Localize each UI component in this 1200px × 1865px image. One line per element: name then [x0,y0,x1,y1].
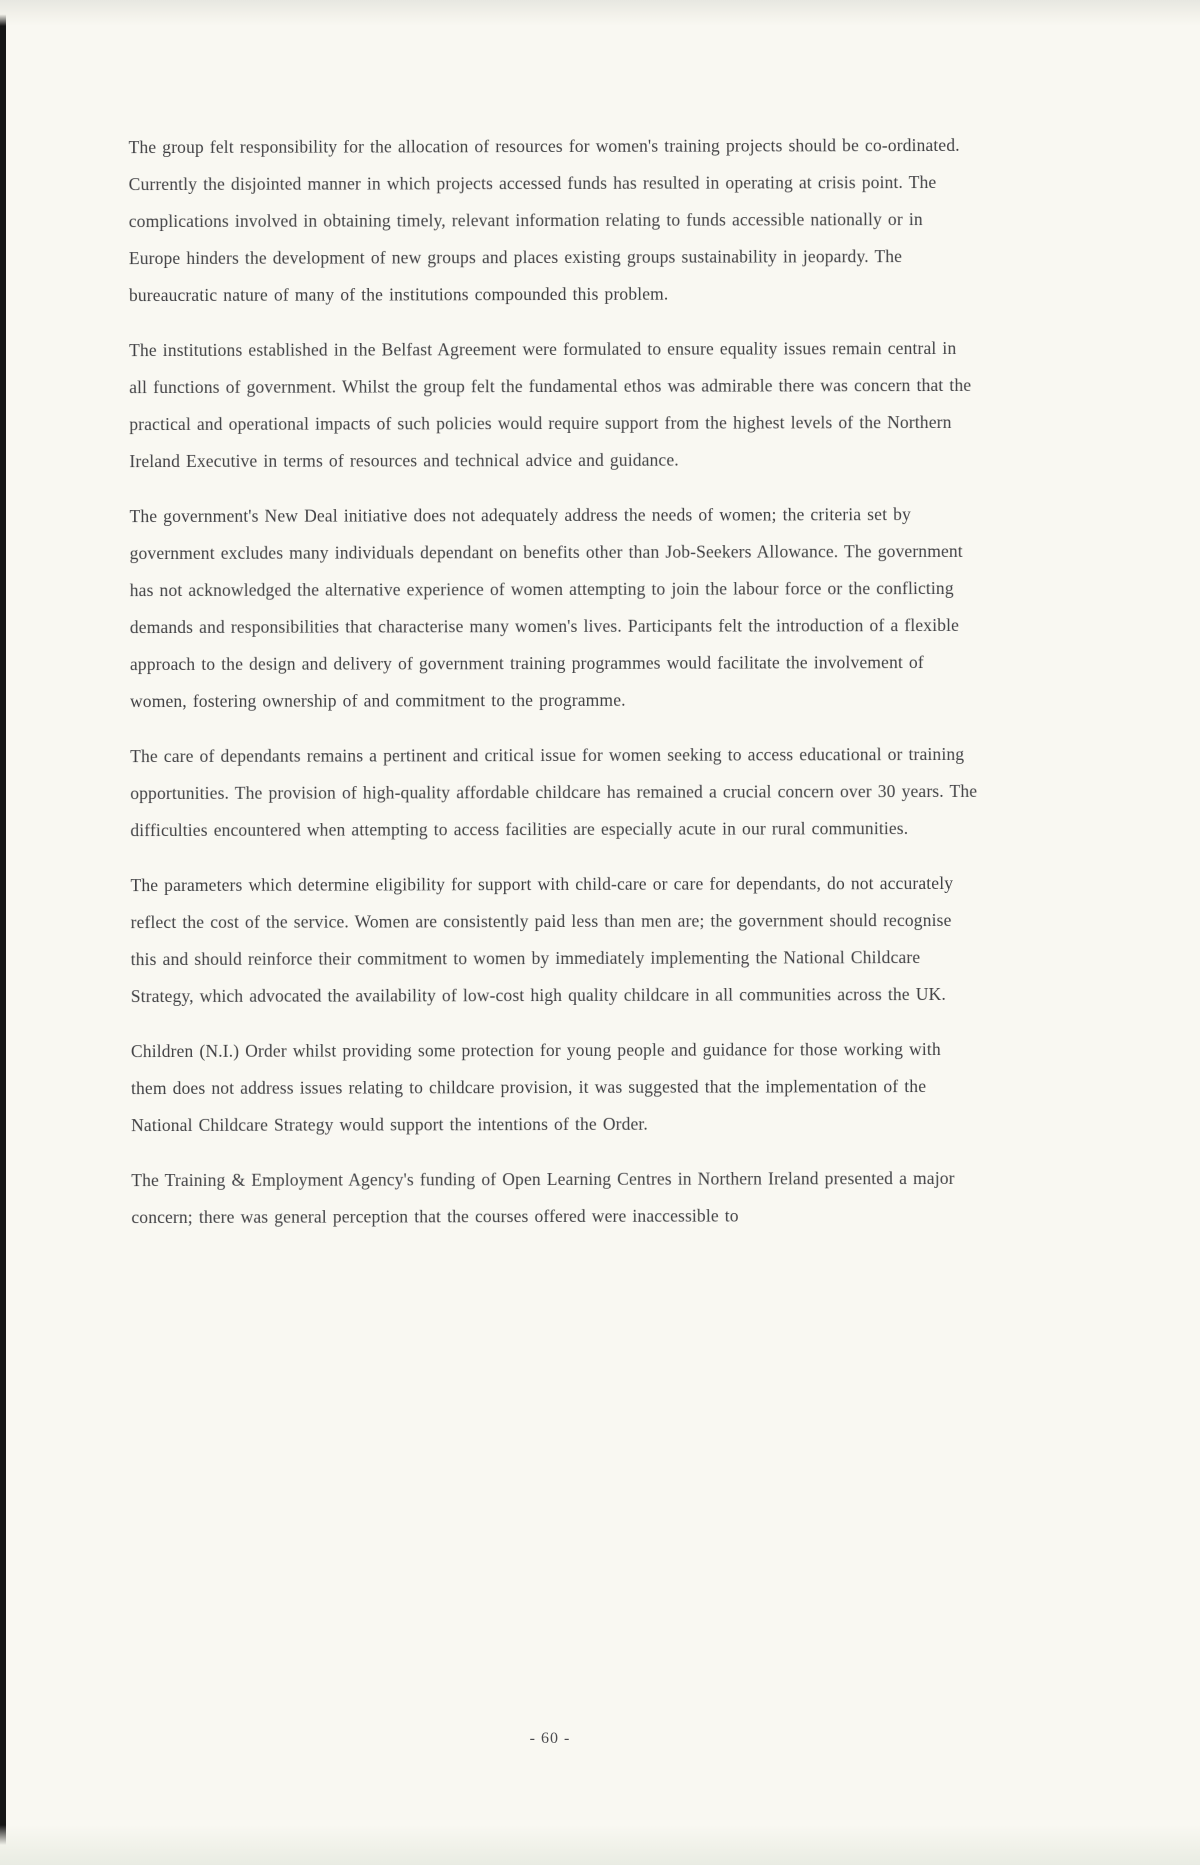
scan-bottom-shadow [0,1825,1200,1865]
paragraph-resources-coordination: The group felt responsibility for the allocation of resources for women's training projects should be co-ordinated. Currently the disjointed manner in which projects accessed funds has resulted in operating at crisis point. The complications involved in obtaining timely, relevant information relating to funds accessible nationally or in Europe hinders the development of new groups and places existing groups sustainability in jeopardy. The bureaucratic nature of many of the institutions compounded this problem. [128,134,960,306]
scan-top-shadow [0,0,1200,26]
page-number: - 60 - [529,1730,571,1747]
paragraph-training-employment-agency: The Training & Employment Agency's funding of Open Learning Centres in Northern Ireland presented a major concern; there was general perception that the courses offered were inaccessible to [131,1167,955,1228]
paragraph-belfast-agreement: The institutions established in the Belfast Agreement were formulated to ensure equality issues remain central in all functions of government. Whilst the group felt the fundamental ethos was admirable there was concern that the practical and operational impacts of such policies would require support from the highest levels of the Northern Ireland Executive in terms of resources and technical advice and guidance. [129,337,972,472]
paragraph-childcare-parameters: The parameters which determine eligibility for support with child-care or care for dependants, do not accurately reflect the cost of the service. Women are consistently paid less than men are; the government should recognise this and should reinforce their commitment to women by immediately implementing the National Childcare Strategy, which advocated the availability of low-cost high quality childcare in all communities across the UK. [130,872,954,1007]
paragraph-care-of-dependants: The care of dependants remains a pertinent and critical issue for women seeking to access educational or training opportunities. The provision of high-quality affordable childcare has remained a crucial concern over 30 years. The difficulties encountered when attempting to access facilities are especially acute in our rural communities. [130,743,978,841]
document-body-text [129,127,980,1254]
paragraph-children-ni-order: Children (N.I.) Order whilst providing some protection for young people and guidance for those working with them does not address issues relating to childcare provision, it was suggested that the implementation of the National Childcare Strategy would support the intentions of the Order. [130,1038,941,1136]
paragraph-new-deal: The government's New Deal initiative does not adequately address the needs of women; the criteria set by government excludes many individuals dependant on benefits other than Job-Seekers Allowance. The government has not acknowledged the alternative experience of women attempting to join the labour force or the conflicting demands and responsibilities that characterise many women's lives. Participants felt the introduction of a flexible approach to the design and delivery of government training programmes would facilitate the involvement of women, fostering ownership of and commitment to the programme. [129,504,963,712]
scan-edge-artifact [0,0,6,1865]
